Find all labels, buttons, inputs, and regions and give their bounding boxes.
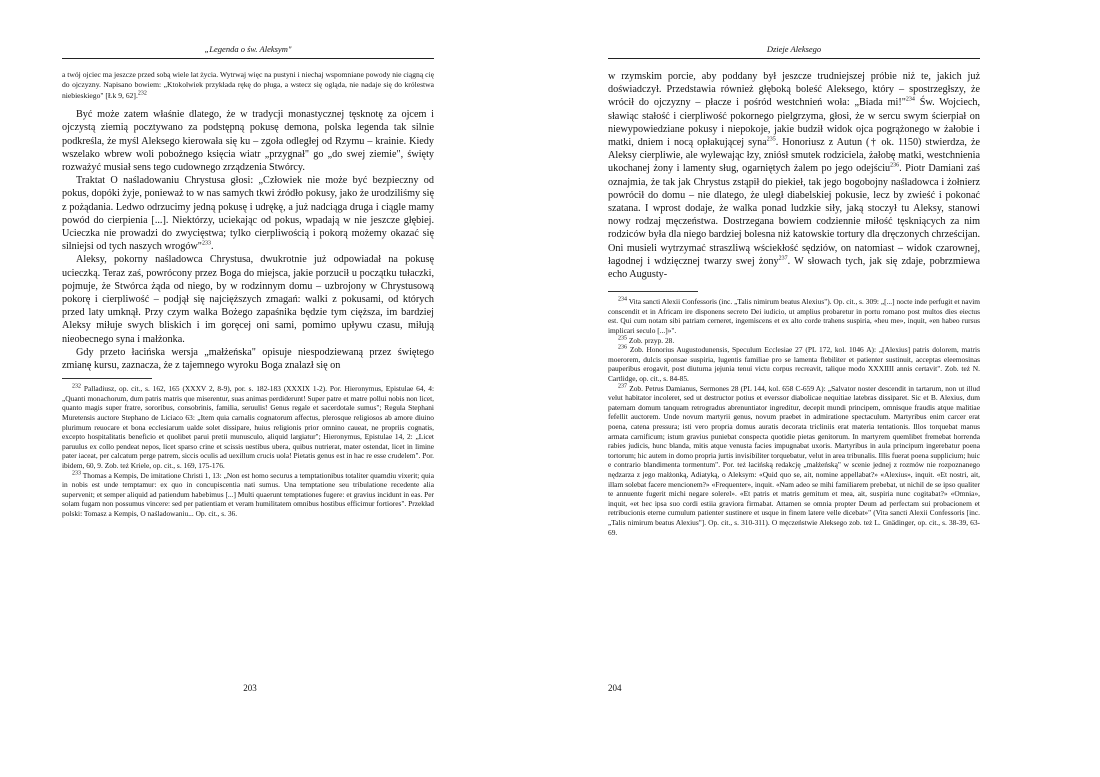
footnote-rule-right: [608, 291, 698, 292]
running-head-left: „Legenda o św. Aleksym": [204, 44, 292, 54]
footnote-ref-233[interactable]: 233: [201, 240, 211, 247]
footnote-232: $^{232}$ Palladiusz, op. cit., s. 162, 165 (XXXV 2, 8-9), por. s. 182-183 (XXXIX 1-2). Por. Hieronymus, Epistulae 64, 4: „Quanti monachorum, dum patris matris que miserentur, suas animas perdiderunt! Super patre et matre pollui nobis non licet, quanto magis super fratre, sororibus, consobrinis, familia, seruulis! Genus regale et sacerdotale sumus"; Regula Stephani Muretensis auctore Stephano de Liciaco 63: „Item quia carnalis cognatorum affectus, plerosque religiosos ab amore diuino plurimum reuocare et bona ecclesiarum ualde solet dissipare, huius religionis prior omnino caueat, ne propriis cognatis, excepto hospitalitatis beneficio et quolibet parui pretii munusculo, aliquid largiatur"; Hieronymus, Epistulae 14, 2: „Licet paruulus ex collo pendeat nepos, licet sparso crine et scissis uestibus ubera, quibus nutrierat, mater ostendat, licet in limine pater iaceat, per calcatum perge patrem, siccis oculis ad uexillum crucis uola! Pietatis genus est in hac re esse crudelem". Por. ibidem, 60, 9. Zob. też Kriele, op. cit., s. 169, 175-176.: [62, 383, 434, 471]
right-text-block: [608, 70, 980, 537]
right-page: [550, 0, 1100, 777]
footnote-ref-235[interactable]: 235: [766, 136, 776, 143]
block-quote: a twój ojciec ma jeszcze przed sobą wiele lat życia. Wytrwaj więc na pustyni i niechaj wspomniane powody nie ciągną cię do ojczyzny. Napisano bowiem: „Ktokolwiek przykłada rękę do pługa, a wstecz się ogląda, nie nadaje się do królestwa niebieskiego" [Łk 9, 62].$^{232}$: [62, 70, 434, 100]
footnote-ref-232[interactable]: 232: [137, 90, 147, 97]
footnote-233: $^{233}$ Thomas a Kempis, De imitatione Christi 1, 13: „Non est homo securus a temptationibus totaliter quamdiu vixerit; quia in nobis est unde temptamur: ex quo in concupiscentia nati sumus. Una temptatione seu tribulatione recedente alia supervenit; et semper aliquid ad patiendum habebimus [...] Multi quaerunt temptationes fugere: et gravius incidunt in eas. Per solam fugam non possumus vincere: sed per patientiam et veram humilitatem omnibus hostibus efficimur fortiores". Przekład polski: Tomasz a Kempis, O naśladowaniu... Op. cit., s. 36.: [62, 470, 434, 518]
paragraph-2: Traktat O naśladowaniu Chrystusa głosi: „Człowiek nie może być bezpieczny od pokus, dopóki żyje, ponieważ to w nas samych tkwi źródło pokusy, jako że urodziliśmy się z pożądania. Ledwo odrzucimy jedną pokusę i udrękę, a już nadciąga druga i ciągle mamy powód do cierpienia [...]. Niektórzy, uciekając od pokus, wpadają w nie jeszcze głębiej. Ucieczka nie prowadzi do zwycięstwa; tylko cierpliwością i pokorą możemy okazać się silniejsi od tych naszych wrogów"$^{233}$.: [62, 175, 434, 253]
paragraph-3: Aleksy, pokorny naśladowca Chrystusa, dwukrotnie już odpowiadał na pokusę ucieczką. Teraz zaś, powrócony przez Boga do miejsca, jakie porzucił u początku tułaczki, pojmuje, że Stwórca żąda od niego, by w rodzinnym domu – uzbrojony w Chrystusową pokorę i cierpliwość – podjął się najcięższych zmagań: walki z pokusami, od których przed laty umknął. Przy czym walka Bożego zapaśnika będzie tym cięższa, im bardziej Aleksy miłuje swych bliskich i im goręcej oni sami, pomimo upływu czasu, miłują nieobecnego syna i małżonka.: [62, 254, 434, 345]
footnote-ref-237[interactable]: 237: [778, 255, 788, 262]
page-number-left: 203: [243, 683, 257, 693]
footnote-ref-234[interactable]: 234: [905, 97, 915, 104]
footnote-ref-236[interactable]: 236: [890, 163, 900, 170]
page-number-right: 204: [608, 683, 622, 693]
paragraph-1: Być może zatem właśnie dlatego, że w tradycji monastycznej tęsknotę za ojcem i ojczystą ziemią pocztywano za podstępną pokusę demona, polska legenda tak silnie podkreśla, że myśl Aleksego kierowała się ku – zgoła odległej od Rzymu – krainie. Kiedy wszelako wbrew woli pobożnego księcia wiatr „przygnał" go „do swej ziemie", święty rozważyć musiał sens tego cudownego zrządzenia Stwórcy.: [62, 109, 434, 174]
left-text-block: [62, 70, 434, 519]
paragraph-right-1: w rzymskim porcie, aby poddany był jeszcze trudniejszej próbie niż te, jakich już doświadczył. Przedstawia również głęboką boleść Aleksego, który – spostrzegłszy, że wrócił do ojczyzny – płacze i pośród westchnień woła: „Biada mi!"$^{234}$ Św. Wojciech, sławiąc stałość i cierpliwość pokornego pielgrzyma, głosi, że w sercu swym ścierpiał on niewypowiedziane pokusy i niepokoje, jakie budził widok ojca pogrążonego w żałobie i matki, dniem i nocą opłakującej syna$^{235}$. Honoriusz z Autun († ok. 1150) stwierdza, że Aleksy cierpliwie, ale wylewając łzy, zniósł smutek rodziciela, żałobę matki, westchnienia ukochanej żony i lamenty sług, ogarniętych żalem po jego odejściu$^{236}$. Piotr Damiani zaś oznajmia, że tak jak Chrystus zstąpił do piekieł, tak jego bogobojny naśladowca i żołnierz powrócił do domu – nie dlatego, że uległ diabelskiej pokusie, lecz by zwieść i pokonać szatana. I wprost dodaje, że walka ponad ludzkie siły, jaką stoczył tu Aleksy, stanowi nowy rodzaj męczeństwa. Dostrzegana bowiem codziennie miłość tęskniących za nim rodziców była dla niego bardziej bolesna niż katowskie tortury dla dręczonych chrześcijan. Oni musieli wytrzymać straszliwą wściekłość sędziów, on natomiast – widok czarownej, łagodnej i wdzięcznej twarzy swej żony$^{237}$. W słowach tych, jak się zdaje, pobrzmiewa echo Augusty-: [608, 71, 981, 281]
footnote-rule-left: [62, 378, 152, 379]
header-rule-left: [62, 58, 434, 59]
footnote-237: $^{237}$ Zob. Petrus Damianus, Sermones 28 (PL 144, kol. 658 C-659 A): „Salvator noster descendit in tartarum, non ut illud velut habitator incoleret, sed ut destructor potius et everssor diabolicae nequitiae latebras dissiparet. Sic et B. Alexius, dum paternam domum tanquam retrogradus abrenuntiator ingreditur, decepit mundi principem, omnisque fraudis atque malitiae fefellit auctorem. Unde novum martyrii genus, novum praebet in admiratione spectaculum. Martyribus enim carcer erat poena, catena pressura; isti vero propria domus auratis decorata tricliniis erat materia tentationis. Illos torquebat manus armata carnificum; istum gravius puniebat conspecta quotidie pietas genitorum. In martyrem quemlibet fremebat horrenda rabies judicis, hunc blanda, mitis atque venusta facies impugnabat uxoris. Martyribus in aula principum ingerebatur poena tortorum; hic autem in domo propria jurtis invisibiliter torquebatur, velut in area tribunalis. Illis fuerat poena supplicium; huic e contrario blandimenta tormentum". Por. też łacińską redakcję „małżeńską" w scenie jednej z rozmów nie rozpoznanego nędzarza z jego małżonką, Adiatyką, o Aleksym: «Quid quo se, ait, nomine appellabat?» «Alexius», inquit. «Et nostri, ait, illam solebat facere mencionem?» «Frequenter», inquit. «Nam adeo se mihi familiarem prebebat, ut nichil de se ipso qualiter te annuente fugerit michi negare solerel». «Et patris et matris gemitum et mea, ait, suspiria nunc cogitabat?» «Omnia», inquit, «et hec ipsa suo cordi estiia graviora firmabat. Attamen se omnia propter Deum ad perfectam sui probacionem et retribucionis eterne cumulum patienter sustinere et usque in finem latere velle dicebat»" (Vita sancti Alexii Confessoris [inc. „Talis nimirum beatus Alexius"]. Op. cit., s. 310-311). O męczeństwie Aleksego zob. też L. Gnädinger, op. cit., s. 38-39, 63-69.: [608, 383, 980, 537]
footnote-236: $^{236}$ Zob. Honorius Augustodunensis, Speculum Ecclesiae 27 (PL 172, kol. 1046 A): „[Alexius] patris dolorem, matris moerorem, dulcis sponsae suspiria, lugentis familiae pro se lamenta flebiliter et patienter sustinuit, acceptas eleemosinas pauperibus erogavit, post diuturna jejunia tenui victu corpus recreavit, talique modo XXXIIII annis certavit". Zob. też N. Cartlidge, op. cit., s. 84-85.: [608, 344, 980, 383]
footnote-234: $^{234}$ Vita sancti Alexii Confessoris (inc. „Talis nimirum beatus Alexius"). Op. cit., s. 309: „[...] nocte inde perfugit et navim conscendit et in Africam ire disponens secreto Dei iudicio, ut amplius probaretur in portu romano post multos dies eiectus est. Qui cum notam sibi patriam cerneret, ingemiscens et ex alto corde trahens suspiria, «heu me», inquit, «en habeo rursus implicari seculo [...]»".: [608, 296, 980, 336]
paragraph-4: Gdy przeto łacińska wersja „małżeńska" opisuje niespodziewaną przez świętego zmianę kursu, zaznacza, że z tajemnego wyroku Boga znalazł się on: [62, 346, 434, 372]
header-rule-right: [608, 58, 980, 59]
footnote-235: $^{235}$ Zob. przyp. 28.: [618, 335, 675, 345]
running-head-right: Dzieje Aleksego: [766, 44, 822, 54]
